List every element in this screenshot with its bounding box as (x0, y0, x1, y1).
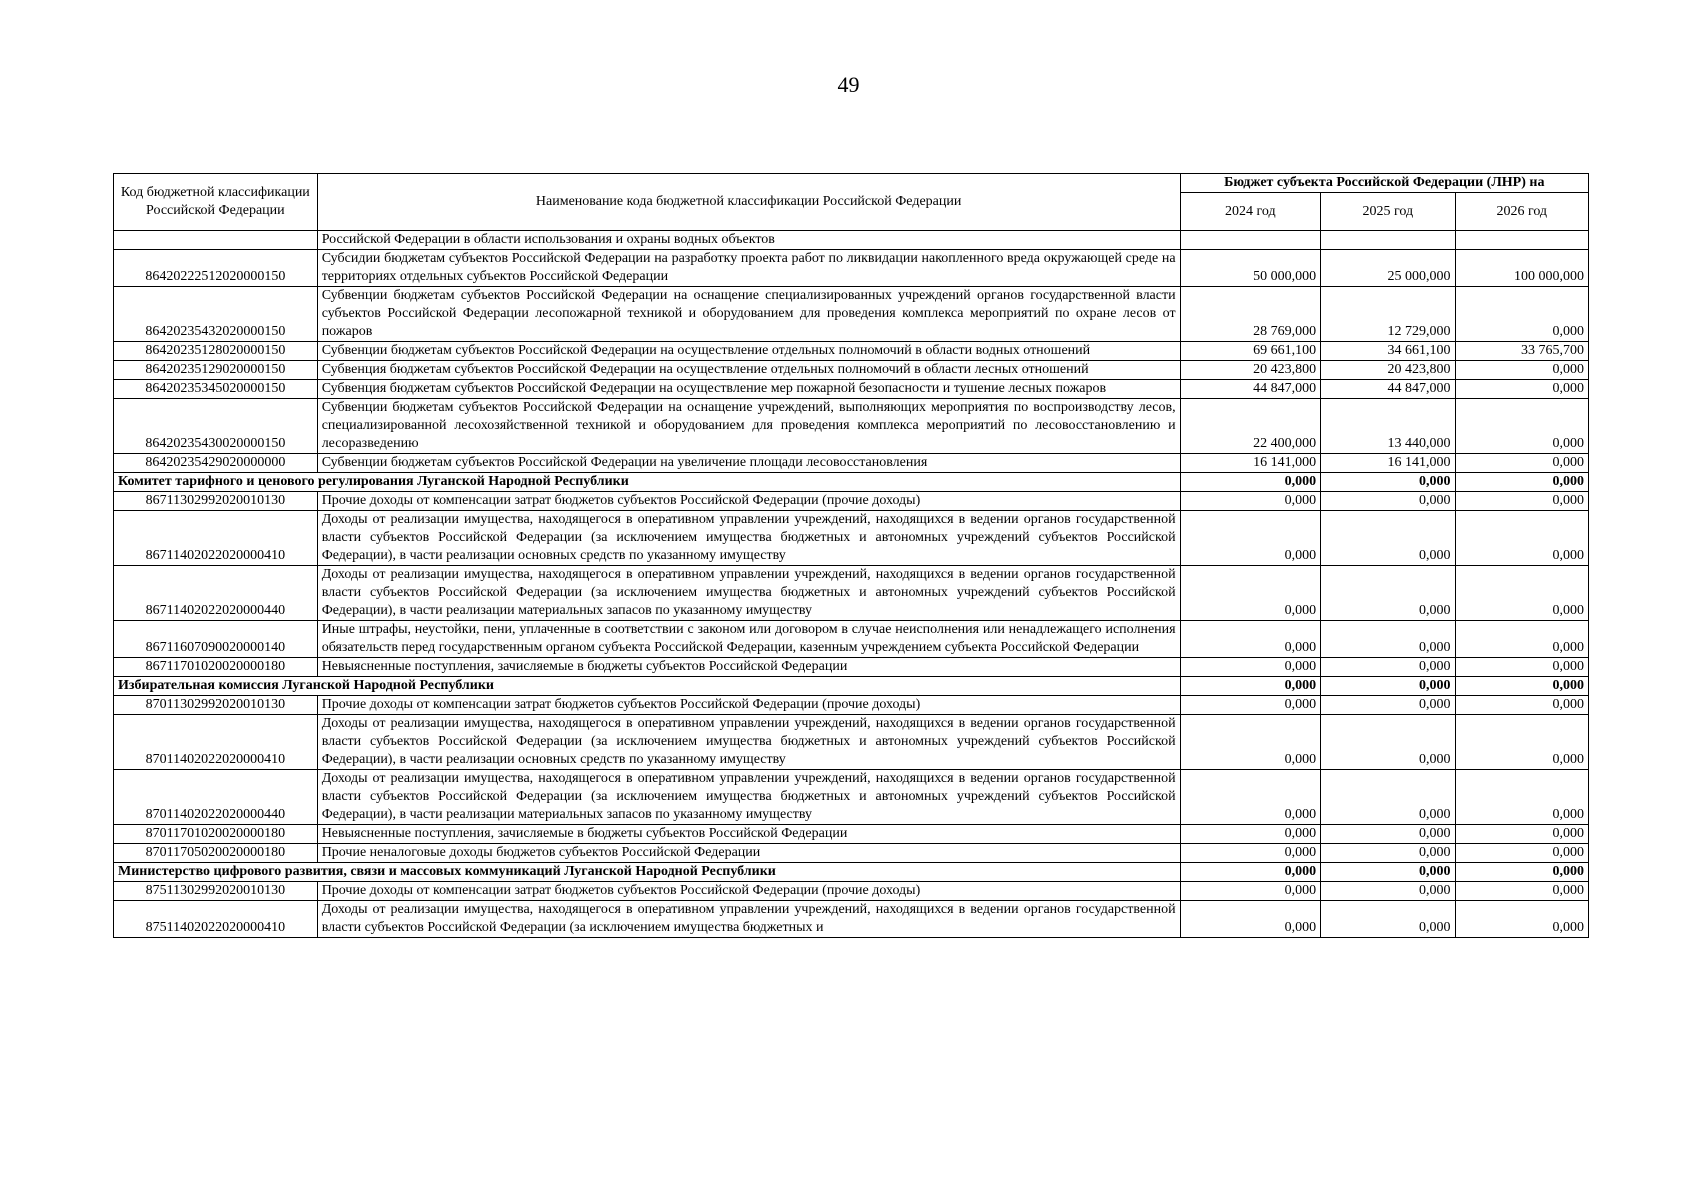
amount-2024: 0,000 (1180, 696, 1320, 715)
classification-name: Невыясненные поступления, зачисляемые в бюджеты субъектов Российской Федерации (317, 825, 1180, 844)
table-row (114, 454, 1589, 473)
amount-2024: 0,000 (1180, 901, 1320, 938)
budget-code: 86420235429020000000 (114, 454, 318, 473)
table-row (114, 621, 1589, 658)
amount-2024: 69 661,100 (1180, 342, 1320, 361)
section-title: Избирательная комиссия Луганской Народной Республики (114, 677, 1181, 696)
amount-2024: 20 423,800 (1180, 361, 1320, 380)
amount-2025: 0,000 (1321, 863, 1455, 882)
classification-name: Доходы от реализации имущества, находящегося в оперативном управлении учреждений, находящихся в ведении органов государственной власти субъектов Российской Федерации (за исключением имущества бюджетных и автономных учреждений субъектов Российской Федерации), в части реализации основных средств по указанному имуществу (317, 511, 1180, 566)
year-header-2025: 2025 год (1321, 193, 1455, 231)
table-row (114, 658, 1589, 677)
amount-2026: 0,000 (1455, 621, 1588, 658)
section-row (114, 863, 1589, 882)
table-row (114, 844, 1589, 863)
amount-2026: 0,000 (1455, 361, 1588, 380)
amount-2024: 0,000 (1180, 825, 1320, 844)
classification-name: Субвенции бюджетам субъектов Российской Федерации на осуществление отдельных полномочий в области водных отношений (317, 342, 1180, 361)
classification-name: Субвенция бюджетам субъектов Российской Федерации на осуществление отдельных полномочий в области лесных отношений (317, 361, 1180, 380)
amount-2024: 22 400,000 (1180, 399, 1320, 454)
amount-2024: 0,000 (1180, 492, 1320, 511)
table-row (114, 287, 1589, 342)
classification-name: Доходы от реализации имущества, находящегося в оперативном управлении учреждений, находящихся в ведении органов государственной власти субъектов Российской Федерации (за исключением имущества бюджетных и (317, 901, 1180, 938)
amount-2024: 0,000 (1180, 511, 1320, 566)
budget-code: 86420222512020000150 (114, 250, 318, 287)
amount-2024: 50 000,000 (1180, 250, 1320, 287)
budget-code: 87011701020020000180 (114, 825, 318, 844)
section-row (114, 473, 1589, 492)
amount-2024: 0,000 (1180, 677, 1320, 696)
section-row (114, 677, 1589, 696)
amount-2024: 16 141,000 (1180, 454, 1320, 473)
amount-2026: 0,000 (1455, 901, 1588, 938)
amount-2026: 100 000,000 (1455, 250, 1588, 287)
name-column-header: Наименование кода бюджетной классификации Российской Федерации (317, 174, 1180, 231)
amount-2024: 28 769,000 (1180, 287, 1320, 342)
amount-2025: 16 141,000 (1321, 454, 1455, 473)
amount-2025: 25 000,000 (1321, 250, 1455, 287)
amount-2025: 0,000 (1321, 677, 1455, 696)
amount-2025: 0,000 (1321, 901, 1455, 938)
section-title: Комитет тарифного и ценового регулирования Луганской Народной Республики (114, 473, 1181, 492)
table-row (114, 380, 1589, 399)
table-row (114, 901, 1589, 938)
budget-code: 87011402022020000410 (114, 715, 318, 770)
amount-2025: 13 440,000 (1321, 399, 1455, 454)
page-number: 49 (837, 72, 860, 97)
table-row (114, 825, 1589, 844)
amount-2024: 0,000 (1180, 621, 1320, 658)
amount-2025: 0,000 (1321, 473, 1455, 492)
amount-2024 (1180, 231, 1320, 250)
amount-2025: 0,000 (1321, 511, 1455, 566)
amount-2026: 0,000 (1455, 696, 1588, 715)
budget-group-header: Бюджет субъекта Российской Федерации (ЛНР) на (1180, 174, 1588, 193)
table-row (114, 566, 1589, 621)
classification-name: Доходы от реализации имущества, находящегося в оперативном управлении учреждений, находящихся в ведении органов государственной власти субъектов Российской Федерации (за исключением имущества бюджетных и автономных учреждений субъектов Российской Федерации), в части реализации материальных запасов по указанному имуществу (317, 566, 1180, 621)
amount-2025: 34 661,100 (1321, 342, 1455, 361)
classification-name: Субвенции бюджетам субъектов Российской Федерации на оснащение учреждений, выполняющих мероприятия по воспроизводству лесов, специализированной лесохозяйственной техникой и оборудованием для проведения комплекса мероприятий по лесовосстановлению и лесоразведению (317, 399, 1180, 454)
budget-code: 86420235129020000150 (114, 361, 318, 380)
amount-2026 (1455, 231, 1588, 250)
table-row (114, 882, 1589, 901)
amount-2025: 0,000 (1321, 844, 1455, 863)
amount-2025: 0,000 (1321, 770, 1455, 825)
amount-2026: 0,000 (1455, 825, 1588, 844)
amount-2026: 0,000 (1455, 863, 1588, 882)
amount-2024: 0,000 (1180, 863, 1320, 882)
table-row (114, 696, 1589, 715)
classification-name: Доходы от реализации имущества, находящегося в оперативном управлении учреждений, находящихся в ведении органов государственной власти субъектов Российской Федерации (за исключением имущества бюджетных и автономных учреждений субъектов Российской Федерации), в части реализации материальных запасов по указанному имуществу (317, 770, 1180, 825)
budget-code: 86711607090020000140 (114, 621, 318, 658)
amount-2025: 12 729,000 (1321, 287, 1455, 342)
table-row (114, 399, 1589, 454)
year-header-2026: 2026 год (1455, 193, 1588, 231)
budget-code: 86420235432020000150 (114, 287, 318, 342)
budget-table (113, 173, 1589, 938)
amount-2026: 33 765,700 (1455, 342, 1588, 361)
amount-2025: 0,000 (1321, 658, 1455, 677)
classification-name: Российской Федерации в области использования и охраны водных объектов (317, 231, 1180, 250)
amount-2026: 0,000 (1455, 770, 1588, 825)
table-body (114, 231, 1589, 938)
table-row (114, 492, 1589, 511)
amount-2025: 0,000 (1321, 696, 1455, 715)
table-row (114, 361, 1589, 380)
amount-2025: 0,000 (1321, 825, 1455, 844)
amount-2026: 0,000 (1455, 566, 1588, 621)
amount-2026: 0,000 (1455, 287, 1588, 342)
classification-name: Прочие доходы от компенсации затрат бюджетов субъектов Российской Федерации (прочие доходы) (317, 882, 1180, 901)
amount-2025 (1321, 231, 1455, 250)
amount-2026: 0,000 (1455, 473, 1588, 492)
budget-code: 87011705020020000180 (114, 844, 318, 863)
amount-2024: 0,000 (1180, 473, 1320, 492)
amount-2026: 0,000 (1455, 677, 1588, 696)
classification-name: Иные штрафы, неустойки, пени, уплаченные в соответствии с законом или договором в случае неисполнения или ненадлежащего исполнения обязательств перед государственным органом субъекта Российской Федерации, казенным учреждением субъекта Российской Федерации (317, 621, 1180, 658)
amount-2025: 0,000 (1321, 882, 1455, 901)
amount-2026: 0,000 (1455, 658, 1588, 677)
amount-2026: 0,000 (1455, 380, 1588, 399)
budget-code: 86711701020020000180 (114, 658, 318, 677)
classification-name: Прочие доходы от компенсации затрат бюджетов субъектов Российской Федерации (прочие доходы) (317, 492, 1180, 511)
classification-name: Прочие неналоговые доходы бюджетов субъектов Российской Федерации (317, 844, 1180, 863)
budget-code: 87011302992020010130 (114, 696, 318, 715)
table-row (114, 715, 1589, 770)
table-row (114, 231, 1589, 250)
amount-2026: 0,000 (1455, 492, 1588, 511)
classification-name: Субвенции бюджетам субъектов Российской Федерации на увеличение площади лесовосстановления (317, 454, 1180, 473)
classification-name: Субсидии бюджетам субъектов Российской Федерации на разработку проекта работ по ликвидации накопленного вреда окружающей среде на территориях отдельных субъектов Российской Федерации (317, 250, 1180, 287)
amount-2024: 0,000 (1180, 658, 1320, 677)
amount-2024: 0,000 (1180, 882, 1320, 901)
amount-2025: 0,000 (1321, 715, 1455, 770)
budget-code: 86420235430020000150 (114, 399, 318, 454)
section-title: Министерство цифрового развития, связи и массовых коммуникаций Луганской Народной Республики (114, 863, 1181, 882)
amount-2024: 0,000 (1180, 715, 1320, 770)
budget-code: 87511302992020010130 (114, 882, 318, 901)
amount-2024: 0,000 (1180, 770, 1320, 825)
year-header-2024: 2024 год (1180, 193, 1320, 231)
amount-2024: 0,000 (1180, 844, 1320, 863)
table-row (114, 250, 1589, 287)
amount-2025: 44 847,000 (1321, 380, 1455, 399)
amount-2024: 0,000 (1180, 566, 1320, 621)
amount-2026: 0,000 (1455, 844, 1588, 863)
amount-2026: 0,000 (1455, 399, 1588, 454)
amount-2026: 0,000 (1455, 454, 1588, 473)
table-row (114, 511, 1589, 566)
classification-name: Доходы от реализации имущества, находящегося в оперативном управлении учреждений, находящихся в ведении органов государственной власти субъектов Российской Федерации (за исключением имущества бюджетных и автономных учреждений субъектов Российской Федерации), в части реализации основных средств по указанному имуществу (317, 715, 1180, 770)
table-row (114, 342, 1589, 361)
amount-2026: 0,000 (1455, 882, 1588, 901)
budget-code: 87511402022020000410 (114, 901, 318, 938)
budget-code: 86420235128020000150 (114, 342, 318, 361)
amount-2025: 0,000 (1321, 621, 1455, 658)
classification-name: Невыясненные поступления, зачисляемые в бюджеты субъектов Российской Федерации (317, 658, 1180, 677)
amount-2025: 20 423,800 (1321, 361, 1455, 380)
budget-code: 86711302992020010130 (114, 492, 318, 511)
code-column-header: Код бюджетной классификации Российской Федерации (114, 174, 318, 231)
amount-2026: 0,000 (1455, 715, 1588, 770)
classification-name: Субвенция бюджетам субъектов Российской Федерации на осуществление мер пожарной безопасности и тушение лесных пожаров (317, 380, 1180, 399)
table-row (114, 770, 1589, 825)
budget-code: 86711402022020000440 (114, 566, 318, 621)
table-header (114, 174, 1589, 231)
classification-name: Прочие доходы от компенсации затрат бюджетов субъектов Российской Федерации (прочие доходы) (317, 696, 1180, 715)
budget-code: 86420235345020000150 (114, 380, 318, 399)
amount-2025: 0,000 (1321, 492, 1455, 511)
classification-name: Субвенции бюджетам субъектов Российской Федерации на оснащение специализированных учреждений органов государственной власти субъектов Российской Федерации лесопожарной техникой и оборудованием для проведения комплекса мероприятий по охране лесов от пожаров (317, 287, 1180, 342)
amount-2026: 0,000 (1455, 511, 1588, 566)
budget-code: 86711402022020000410 (114, 511, 318, 566)
budget-code (114, 231, 318, 250)
amount-2025: 0,000 (1321, 566, 1455, 621)
budget-code: 87011402022020000440 (114, 770, 318, 825)
amount-2024: 44 847,000 (1180, 380, 1320, 399)
